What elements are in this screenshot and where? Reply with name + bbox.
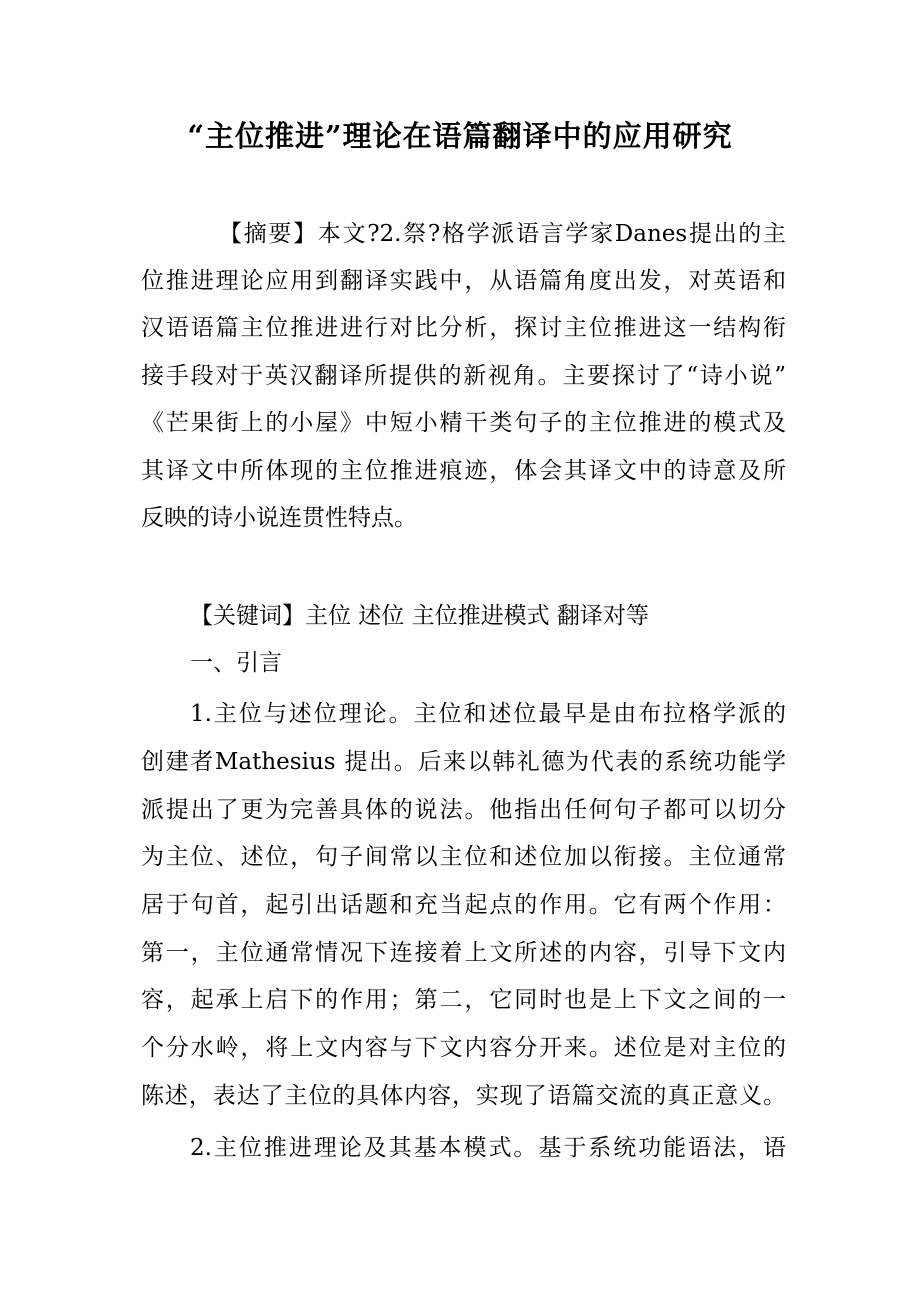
abstract-line: 【摘要】本文?2.祭?格学派语言学家Danes提出的主 xyxy=(219,221,786,247)
abstract-line: 位推进理论应用到翻译实践中，从语篇角度出发，对英语和 xyxy=(141,268,786,294)
section-heading: 一、引言 xyxy=(190,650,282,676)
paragraph-line: 陈述，表达了主位的具体内容，实现了语篇交流的真正意义。 xyxy=(141,1083,786,1109)
abstract-line: 反映的诗小说连贯性特点。 xyxy=(141,505,417,531)
abstract-line: 汉语语篇主位推进进行对比分析，探讨主位推进这一结构衔 xyxy=(141,315,786,341)
keywords-line: 【关键词】主位 述位 主位推进模式 翻译对等 xyxy=(190,603,649,629)
abstract-line: 《芒果街上的小屋》中短小精干类句子的主位推进的模式及 xyxy=(141,410,786,436)
paragraph-line: 2.主位推进理论及其基本模式。基于系统功能语法，语 xyxy=(190,1135,786,1161)
paragraph-line: 居于句首，起引出话题和充当起点的作用。它有两个作用： xyxy=(141,892,786,918)
paragraph-line: 创建者Mathesius 提出。后来以韩礼德为代表的系统功能学 xyxy=(141,749,786,775)
paragraph-line: 1.主位与述位理论。主位和述位最早是由布拉格学派的 xyxy=(190,701,786,727)
abstract-line: 其译文中所体现的主位推进痕迹，体会其译文中的诗意及所 xyxy=(141,458,786,484)
paragraph-line: 为主位、述位，句子间常以主位和述位加以衔接。主位通常 xyxy=(141,844,786,870)
document-title: “主位推进”理论在语篇翻译中的应用研究 xyxy=(187,119,733,153)
paragraph-line: 个分水岭，将上文内容与下文内容分开来。述位是对主位的 xyxy=(141,1035,786,1061)
paragraph-line: 第一，主位通常情况下连接着上文所述的内容，引导下文内 xyxy=(141,940,786,966)
paragraph-line: 派提出了更为完善具体的说法。他指出任何句子都可以切分 xyxy=(141,797,786,823)
paragraph-line: 容，起承上启下的作用；第二，它同时也是上下文之间的一 xyxy=(141,987,786,1013)
abstract-line: 接手段对于英汉翻译所提供的新视角。主要探讨了“诗小说” xyxy=(141,363,786,389)
